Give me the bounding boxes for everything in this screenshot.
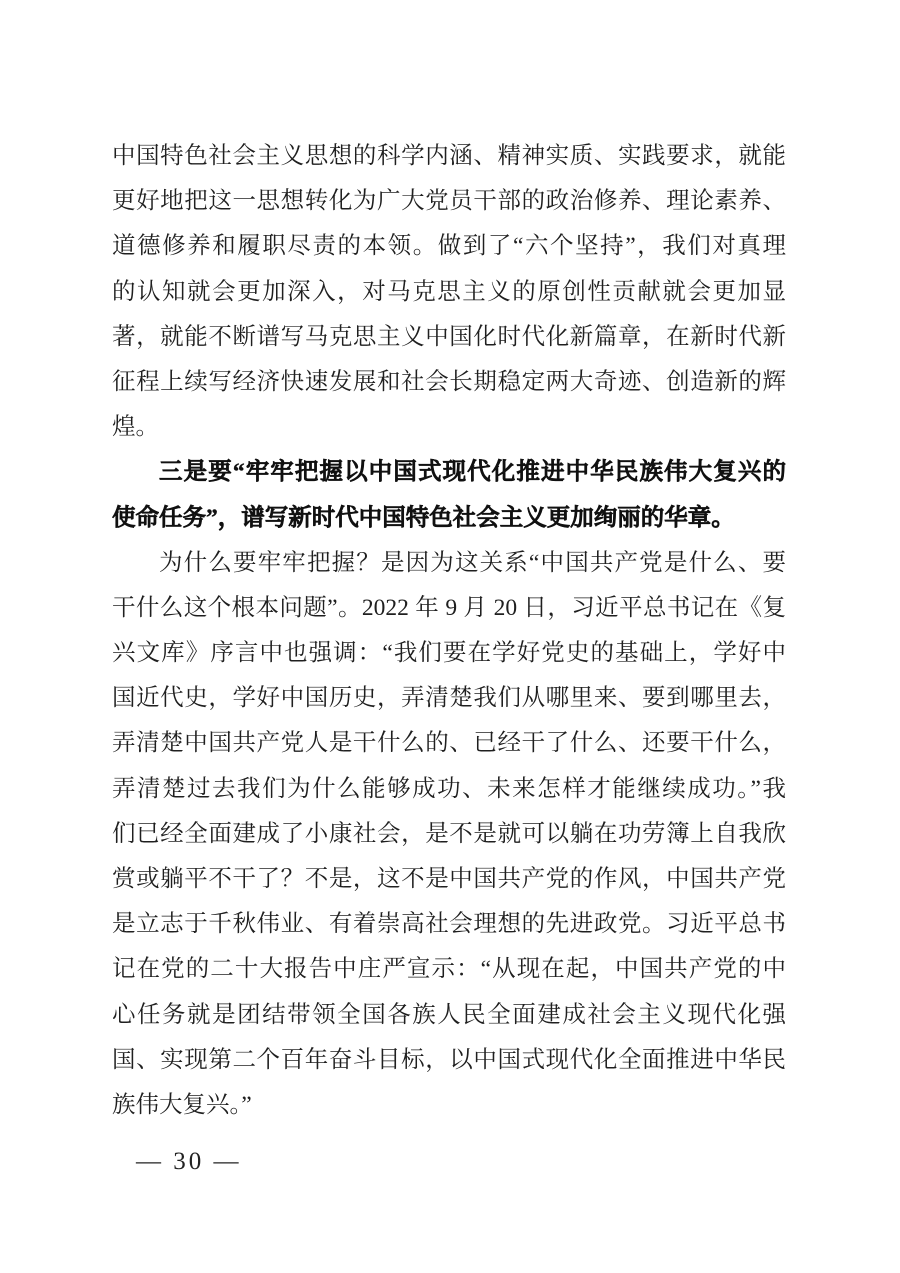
text-line: 赏或躺平不干了？不是，这不是中国共产党的作风，中国共产党 xyxy=(112,866,786,892)
text-line: 们已经全面建成了小康社会，是不是就可以躺在功劳簿上自我欣 xyxy=(112,820,786,847)
text-line: 国、实现第二个百年奋斗目标，以中国式现代化全面推进中华民 xyxy=(112,1046,786,1073)
text-line: 是立志于千秋伟业、有着崇高社会理想的先进政党。习近平总书 xyxy=(112,911,786,938)
text-line: 干什么这个根本问题”。2022 年 9 月 20 日，习近平总书记在《复 xyxy=(112,594,786,621)
text-line: 国近代史，学好中国历史，弄清楚我们从哪里来、要到哪里去， xyxy=(112,685,786,712)
body-paragraph xyxy=(112,541,786,1128)
text-line: 中国特色社会主义思想的科学内涵、精神实质、实践要求，就能 xyxy=(112,143,786,169)
text-line: 三是要“牢牢把握以中国式现代化推进中华民族伟大复兴的 xyxy=(159,459,786,486)
text-block xyxy=(112,134,786,1128)
text-line: 使命任务”，谱写新时代中国特色社会主义更加绚丽的华章。 xyxy=(112,504,735,531)
text-line: 兴文库》序言中也强调：“我们要在学好党史的基础上，学好中 xyxy=(112,640,786,667)
text-line: 的认知就会更加深入，对马克思主义的原创性贡献就会更加显 xyxy=(112,278,786,305)
text-line: 更好地把这一思想转化为广大党员干部的政治修养、理论素养、 xyxy=(112,188,786,215)
text-line: 道德修养和履职尽责的本领。做到了“六个坚持”，我们对真理 xyxy=(112,233,786,260)
text-line: 弄清楚过去我们为什么能够成功、未来怎样才能继续成功。”我 xyxy=(112,775,786,802)
text-line: 记在党的二十大报告中庄严宣示：“从现在起，中国共产党的中 xyxy=(112,956,786,983)
text-line: 为什么要牢牢把握？是因为这关系“中国共产党是什么、要 xyxy=(159,549,786,576)
text-line: 弄清楚中国共产党人是干什么的、已经干了什么、还要干什么， xyxy=(112,730,786,757)
text-line: 煌。 xyxy=(112,414,159,441)
page-number: — 30 — xyxy=(136,1148,242,1175)
heading-paragraph xyxy=(112,450,786,540)
body-paragraph xyxy=(112,134,786,450)
text-line: 征程上续写经济快速发展和社会长期稳定两大奇迹、创造新的辉 xyxy=(112,368,786,395)
text-line: 著，就能不断谱写马克思主义中国化时代化新篇章，在新时代新 xyxy=(112,323,786,350)
text-line: 族伟大复兴。” xyxy=(112,1091,252,1118)
text-line: 心任务就是团结带领全国各族人民全面建成社会主义现代化强 xyxy=(112,1001,786,1028)
page-footer xyxy=(136,1144,242,1180)
